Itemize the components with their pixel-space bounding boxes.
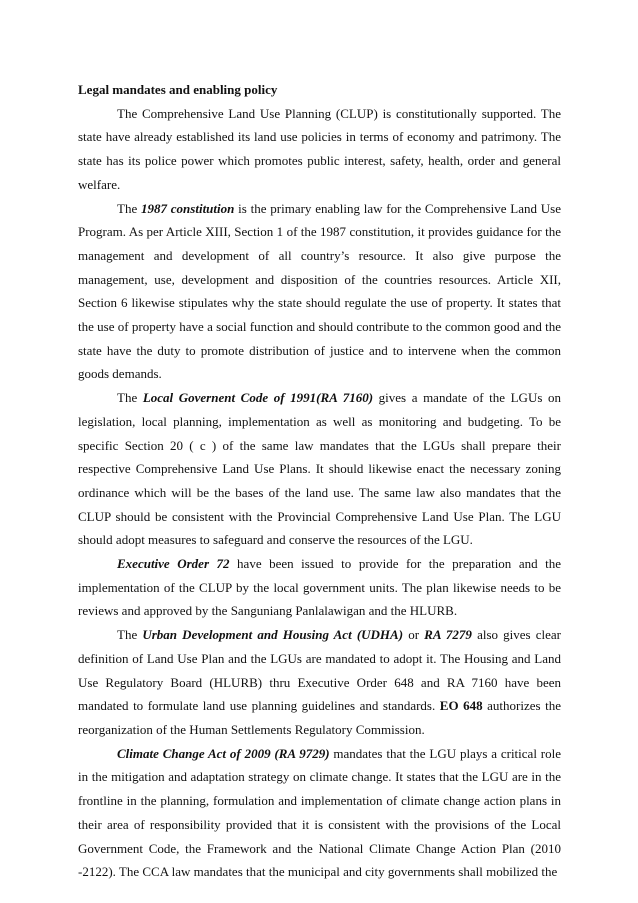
- law-reference: Local Governent Code of 1991(RA 7160): [142, 390, 374, 406]
- law-reference: Climate Change Act of 2009 (RA 9729): [117, 745, 330, 761]
- paragraph-text: have been issued to provide for the preparation and the implementation of the CLUP by the local government units. The plan likewise needs to be reviews and approved by the Sanguniang Panlalawigan and the HLURB.: [78, 556, 562, 619]
- law-reference: 1987 constitution: [141, 200, 235, 216]
- law-reference: RA 7279: [424, 627, 472, 643]
- paragraph-text: The Comprehensive Land Use Planning (CLUP) is constitutionally supported. The state have already established its land use policies in terms of economy and patrimony. The state has its police power which promotes public interest, safety, health, order and general welfare.: [78, 105, 561, 192]
- paragraph-udha: [78, 623, 561, 742]
- paragraph-clup-support: [78, 102, 561, 197]
- law-reference: Urban Development and Housing Act (UDHA): [142, 627, 404, 643]
- section-heading: Legal mandates and enabling policy: [78, 82, 278, 97]
- paragraph-climate-change-act: [78, 742, 561, 884]
- paragraph-text-end: authorizes the reorganization of the Human Settlements Regulatory Commission.: [78, 698, 561, 737]
- paragraph-executive-order-72: [78, 552, 561, 623]
- paragraph-lead: The: [117, 390, 143, 406]
- law-reference-bold: EO 648: [439, 698, 483, 714]
- paragraph-local-government-code: [78, 386, 561, 552]
- paragraph-lead: The: [117, 627, 143, 643]
- paragraph-1987-constitution: [78, 197, 561, 387]
- paragraph-lead: The: [117, 200, 141, 216]
- law-reference: Executive Order 72: [117, 556, 230, 572]
- paragraph-connector: or: [403, 627, 425, 643]
- paragraph-text: is the primary enabling law for the Comprehensive Land Use Program. As per Article XIII, Section 1 of the 1987 constitution, it provides guidance for the management and development of all country’s resource. It also give purpose the management, use, development and disposition of the countries resources. Article XII, Section 6 likewise stipulates why the state should regulate the use of property. It states that the use of property have a social function and should contribute to the common good and the state have the duty to promote distribution of justice and to intervene when the common goods demands.: [78, 200, 561, 382]
- paragraph-text: mandates that the LGU plays a critical role in the mitigation and adaptation strategy on climate change. It states that the LGU are in the frontline in the planning, formulation and implementation of climate change action plans in their area of responsibility provided that it is consistent with the provisions of the Local Government Code, the Framework and the National Climate Change Action Plan (2010 -2122). The CCA law mandates that the municipal and city governments shall mobilized the: [78, 745, 561, 880]
- paragraph-text: gives a mandate of the LGUs on legislation, local planning, implementation as well as monitoring and budgeting. To be specific Section 20 ( c ) of the same law mandates that the LGUs shall prepare their respective Comprehensive Land Use Plans. It should likewise enact the necessary zoning ordinance which will be the bases of the land use. The same law also mandates that the CLUP should be consistent with the Provincial Comprehensive Land Use Plan. The LGU should adopt measures to safeguard and conserve the resources of the LGU.: [78, 390, 561, 548]
- paragraph-text: also gives clear definition of Land Use Plan and the LGUs are mandated to adopt it. The Housing and Land Use Regulatory Board (HLURB) thru Executive Order 648 and RA 7160 have been mandated to formulate land use planning guidelines and standards.: [78, 627, 561, 714]
- document-page: [78, 78, 561, 884]
